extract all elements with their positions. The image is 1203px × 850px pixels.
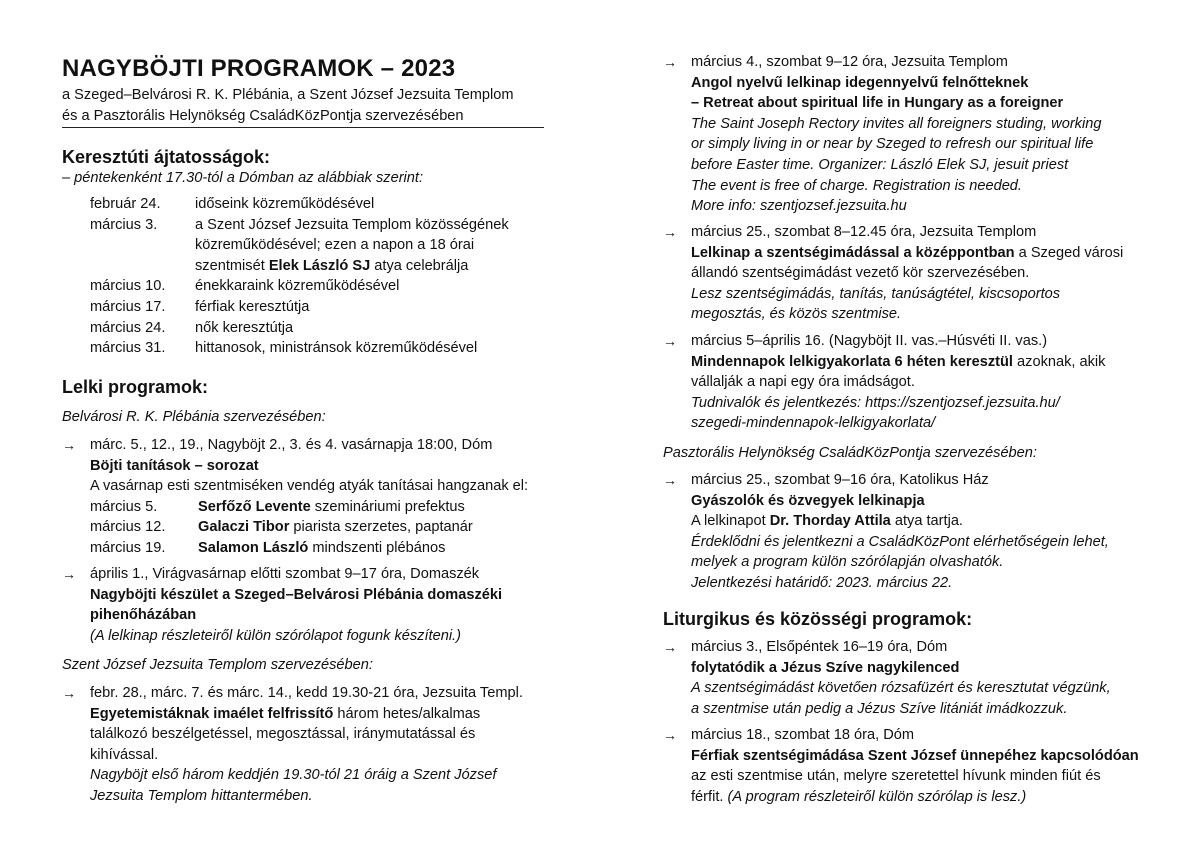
program-text: azoknak, akik [1012,353,1106,370]
schedule-text: hittanosok, ministránsok közreműködésével [195,340,478,357]
lecturer-role: piarista szerzetes, paptanár [289,519,473,536]
section-heading-liturgikus: Liturgikus és közösségi programok: [663,609,973,629]
celebrant-name: Elek László SJ [268,257,371,274]
program-note: Lesz szentségimádás, tanítás, tanúságtétel, kiscsoportos [691,285,1061,302]
program-title: Egyetemistáknak imaélet felfrissítő [90,705,334,722]
schedule-row [90,215,509,236]
arrow-right-icon: → [663,333,677,349]
program-note: melyek a program külön szórólapján olvashatók. [691,554,1004,571]
program-text: vállalják a napi egy óra imádságot. [691,374,915,391]
program-title: Böjti tanítások – sorozat [90,457,259,474]
program-when: márc. 5., 12., 19., Nagyböjt 2., 3. és 4. vasárnapja 18:00, Dóm [90,437,493,453]
program-when: március 18., szombat 18 óra, Dóm [691,727,915,743]
program-text: három hetes/alkalmas [333,705,481,722]
schedule-date: március 17. [90,298,166,315]
program-title: Lelkinap a szentségimádással a középpontban [691,244,1015,261]
program-when: febr. 28., márc. 7. és márc. 14., kedd 19.30-21 óra, Jezsuita Templ. [90,685,523,701]
page-title: NAGYBÖJTI PROGRAMOK – 2023 [62,55,456,82]
program-note: The Saint Joseph Rectory invites all foreigners studing, working [691,115,1102,132]
schedule-text: nők keresztútja [195,319,294,336]
program-text: A vasárnap esti szentmiséken vendég atyák tanításai hangzanak el: [90,478,529,495]
program-text: kihívással. [90,746,159,763]
program-title: folytatódik a Jézus Szíve nagykilenced [691,659,960,676]
program-note: megosztás, és közös szentmise. [691,306,902,323]
organizer-label-plebania: Belvárosi R. K. Plébánia szervezésében: [62,409,326,425]
schedule-text: közreműködésével; ezen a napon a 18 órai [195,237,475,254]
organizer-label-jezsuita: Szent József Jezsuita Templom szervezésében: [62,657,373,673]
arrow-right-icon: → [663,54,677,70]
schedule-row [90,338,509,359]
program-when: március 25., szombat 9–16 óra, Katolikus Ház [691,472,989,488]
program-note: (A program részleteiről külön szórólap is lesz.) [727,788,1027,805]
arrow-right-icon: → [62,566,76,582]
speaker-name: Dr. Thorday Attila [769,513,891,530]
lecture-row [90,497,560,518]
organizer-label-pasztoralis: Pasztorális Helynökség CsaládKözPontja szervezésében: [663,445,1037,461]
program-note: (A lelkinap részleteiről külön szórólapot fogunk készíteni.) [90,627,461,644]
lecturer-role: mindszenti plébános [308,539,446,556]
schedule-row [90,235,509,256]
arrow-right-icon: → [663,224,677,240]
text-fragment: atya celebrálja [370,257,469,274]
schedule-date: március 10. [90,278,166,295]
keresztuti-schedule [90,194,509,359]
program-note: Érdeklődni és jelentkezni a CsaládKözPont elérhetőségein lehet, [691,533,1109,550]
program-text: az esti szentmise után, melyre szeretettel hívunk minden fiút és [691,768,1101,785]
schedule-date: március 24. [90,319,166,336]
program-text: találkozó beszélgetéssel, megosztással, iránymutatással és [90,726,476,743]
schedule-date [90,235,195,256]
schedule-text [195,256,509,277]
program-when: április 1., Virágvasárnap előtti szombat 9–17 óra, Domaszék [90,566,480,582]
program-note: The event is free of charge. Registration is needed. [691,177,1022,194]
lecture-row [90,538,560,559]
program-text: atya tartja. [890,513,963,530]
program-note: or simply living in or near by Szeged to refresh our spiritual life [691,136,1094,153]
arrow-right-icon: → [62,437,76,453]
lecturer-role: szemináriumi prefektus [310,498,465,515]
schedule-text: a Szent József Jezsuita Templom közösségének [195,216,509,233]
program-note: Jezsuita Templom hittantermében. [90,787,313,804]
program-note: More info: szentjozsef.jezsuita.hu [691,198,907,215]
lecturer-name: Serfőző Levente [198,498,311,515]
arrow-right-icon: → [663,472,677,488]
lecture-date: március 5. [90,498,158,515]
section-heading-keresztuti: Keresztúti ájtatosságok: [62,147,271,167]
program-title: Férfiak szentségimádása Szent József ünnepéhez kapcsolódóan [691,747,1139,764]
program-note: Tudnivalók és jelentkezés: https://szentjozsef.jezsuita.hu/ [691,394,1060,411]
schedule-date: március 3. [90,216,158,233]
program-note: a szentmise után pedig a Jézus Szíve litániát imádkozzuk. [691,700,1068,717]
schedule-row [90,194,509,215]
program-note: szegedi-mindennapok-lelkigyakorlata/ [691,415,936,432]
program-title: Angol nyelvű lelkinap idegennyelvű felnőtteknek [691,74,1029,91]
schedule-row [90,318,509,339]
program-when: március 4., szombat 9–12 óra, Jezsuita Templom [691,54,1008,70]
program-when: március 25., szombat 8–12.45 óra, Jezsuita Templom [691,224,1037,240]
program-title: Gyászolók és özvegyek lelkinapja [691,492,925,509]
schedule-row [90,297,509,318]
program-when: március 5–április 16. (Nagyböjt II. vas.–Húsvéti II. vas.) [691,333,1048,349]
schedule-date [90,256,195,277]
arrow-right-icon: → [663,639,677,655]
schedule-text: férfiak keresztútja [195,298,310,315]
schedule-row [90,256,509,277]
program-text: férfit. [691,788,728,805]
lecture-date: március 12. [90,519,166,536]
program-note: Jelentkezési határidő: 2023. március 22. [691,574,953,591]
subtitle-line: a Szeged–Belvárosi R. K. Plébánia, a Szent József Jezsuita Templom [62,87,514,103]
program-note: before Easter time. Organizer: László Elek SJ, jesuit priest [691,156,1069,173]
lecturer-name: Galaczi Tibor [198,519,290,536]
lecture-row [90,517,560,538]
program-title: pihenőházában [90,607,197,624]
page-subtitle [62,85,544,128]
program-title: Nagyböjti készület a Szeged–Belvárosi Plébánia domaszéki [90,586,503,603]
program-text: a Szeged városi [1014,244,1124,261]
program-text: állandó szentségimádást vezető kör szervezésében. [691,265,1030,282]
schedule-text: énekkaraink közreműködésével [195,278,400,295]
lecture-date: március 19. [90,539,166,556]
lecturer-name: Salamon László [198,539,309,556]
program-when: március 3., Elsőpéntek 16–19 óra, Dóm [691,639,948,655]
program-title: Mindennapok lelkigyakorlata 6 héten keresztül [691,353,1013,370]
section-heading-lelki: Lelki programok: [62,377,209,397]
arrow-right-icon: → [62,685,76,701]
schedule-text: időseink közreműködésével [195,196,375,212]
program-title: – Retreat about spiritual life in Hungary as a foreigner [691,95,1064,112]
schedule-row [90,276,509,297]
subtitle-line: és a Pasztorális Helynökség CsaládKözPontja szervezésében [62,107,464,124]
program-text: A lelkinapot [691,513,770,530]
program-note: A szentségimádást követően rózsafüzért és keresztutat végzünk, [691,680,1111,697]
keresztuti-intro: – péntekenként 17.30-tól a Dómban az alábbiak szerint: [62,170,424,186]
schedule-date: február 24. [90,196,161,212]
schedule-date: március 31. [90,340,166,357]
program-note: Nagyböjt első három keddjén 19.30-tól 21 óráig a Szent József [90,767,497,784]
arrow-right-icon: → [663,727,677,743]
text-fragment: szentmisét [195,257,269,274]
